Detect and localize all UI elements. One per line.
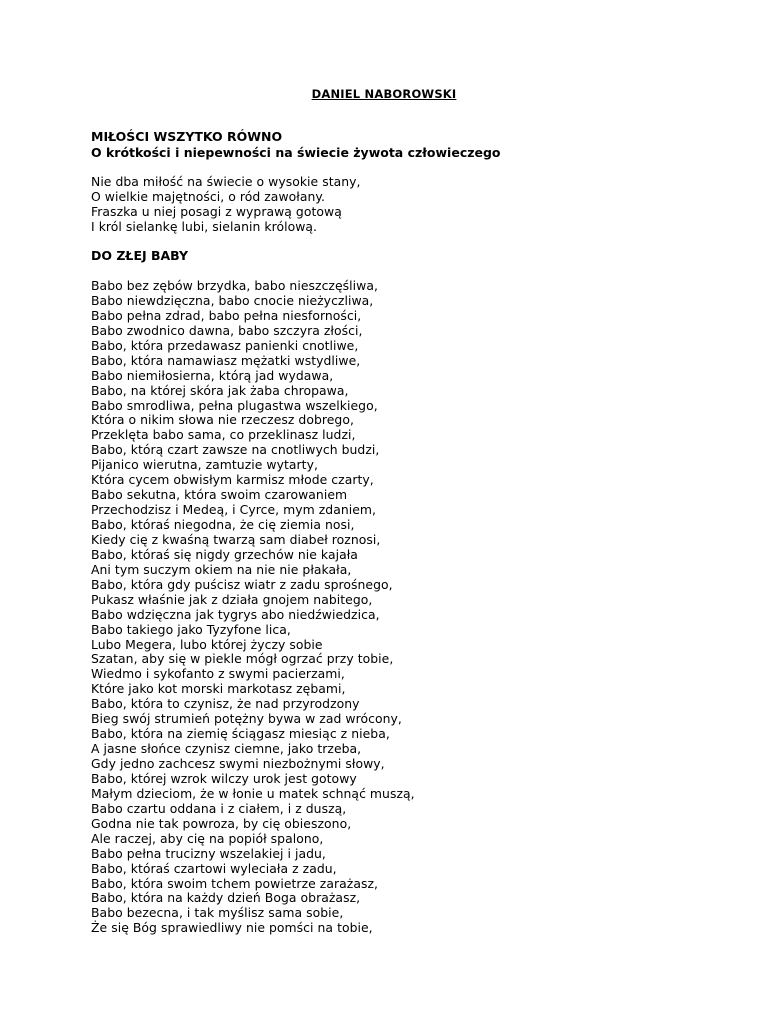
verse-line: Babo, która na każdy dzień Boga obrażasz, [91,890,361,906]
verse-line: Ani tym suczym okiem na nie nie płakała, [91,561,352,577]
verse-line: Babo wdzięczna jak tygrys abo niedźwiedzica, [91,606,380,622]
verse-line: Przeklęta babo sama, co przeklinasz ludzi, [91,427,356,443]
verse-line: Która cycem obwisłym karmisz młode czarty, [91,472,374,488]
verse-line: Babo takiego jako Tyzyfone lica, [91,621,291,637]
verse-line: Ale raczej, aby cię na popiół spalono, [91,830,324,846]
verse-line: Babo niewdzięczna, babo cnocie nieżyczliwa, [91,292,374,308]
verse-line: Nie dba miłość na świecie o wysokie stany, [91,174,361,189]
verse-line: Bieg swój strumień potężny bywa w zad wrócony, [91,711,402,727]
verse-line: Lubo Megera, lubo której życzy sobie [91,636,323,652]
verse-line: Przechodzisz i Medeą, i Cyrce, mym zdaniem, [91,502,377,518]
verse-line: Fraszka u niej posagi z wyprawą gotową [91,203,342,219]
verse-line: Pukasz właśnie jak z działa gnojem nabitego, [91,591,373,607]
verse-line: Babo niemiłosierna, którą jad wydawa, [91,367,334,383]
verse-line: Babo sekutna, która swoim czarowaniem [91,487,348,503]
verse-line: Że się Bóg sprawiedliwy nie pomści na tobie, [91,920,373,936]
verse-line: Babo, której wzrok wilczy urok jest gotowy [91,770,357,786]
verse-line: Małym dzieciom, że w łonie u matek schnąć muszą, [91,785,415,801]
verse-line: Babo, która to czynisz, że nad przyrodzony [91,696,360,712]
verse-line: Babo, która namawiasz mężatki wstydliwe, [91,352,361,368]
poem-1-subtitle: O krótkości i niepewności na świecie żywota człowieczego [91,144,501,160]
verse-line: Babo, któraś niegodna, że cię ziemia nosi, [91,517,355,532]
verse-line: Babo pełna trucizny wszelakiej i jadu, [91,845,326,861]
poem-1-verse [91,175,731,235]
poem-2-verse [91,279,731,936]
verse-line: Gdy jedno zachcesz swymi niezbożnymi słowy, [91,756,385,771]
verse-line: Która o nikim słowa nie rzeczesz dobrego, [91,412,354,428]
verse-line: Babo, która na ziemię ściągasz miesiąc z nieba, [91,726,390,742]
verse-line: Kiedy cię z kwaśną twarzą sam diabeł roznosi, [91,531,381,547]
verse-line: Babo czartu oddana i z ciałem, i z duszą, [91,800,347,816]
verse-line: Godna nie tak powroza, by cię obieszono, [91,815,352,831]
poem-1-title: MIŁOŚCI WSZYTKO RÓWNO [91,129,283,144]
verse-line: Szatan, aby się w piekle mógł ogrzać przy tobie, [91,651,394,667]
author-name: DANIEL NABOROWSKI [311,87,457,101]
poem-2-title: DO ZŁEJ BABY [91,248,189,263]
verse-line: Które jako kot morski markotasz zębami, [91,681,346,697]
verse-line: Babo bezecna, i tak myślisz sama sobie, [91,905,344,921]
verse-line: Wiedmo i sykofanto z swymi pacierzami, [91,666,345,682]
verse-line: Babo pełna zdrad, babo pełna niesforności, [91,307,362,323]
verse-line: Babo, która przedawasz panienki cnotliwe, [91,337,359,353]
verse-line: Babo, która gdy puścisz wiatr z zadu sprośnego, [91,576,393,592]
verse-line: Babo, którą czart zawsze na cnotliwych budzi, [91,442,380,458]
verse-line: Babo, któraś się nigdy grzechów nie kajała [91,546,358,562]
verse-line: Pijanico wierutna, zamtuzie wytarty, [91,457,318,473]
verse-line: I król sielankę lubi, sielanin królową. [91,218,318,234]
verse-line: A jasne słońce czynisz ciemne, jako trzeba, [91,741,362,757]
verse-line: Babo zwodnico dawna, babo szczyra złości, [91,322,363,338]
verse-line: O wielkie majętności, o ród zawołany. [91,188,325,204]
verse-line: Babo, która swoim tchem powietrze zarażasz, [91,875,379,891]
verse-line: Babo smrodliwa, pełna plugastwa wszelkiego, [91,397,378,413]
verse-line: Babo, któraś czartowi wyleciała z zadu, [91,860,337,876]
verse-line: Babo bez zębów brzydka, babo nieszczęśliwa, [91,278,378,293]
verse-line: Babo, na której skóra jak żaba chropawa, [91,382,349,398]
poem-1 [91,129,731,160]
